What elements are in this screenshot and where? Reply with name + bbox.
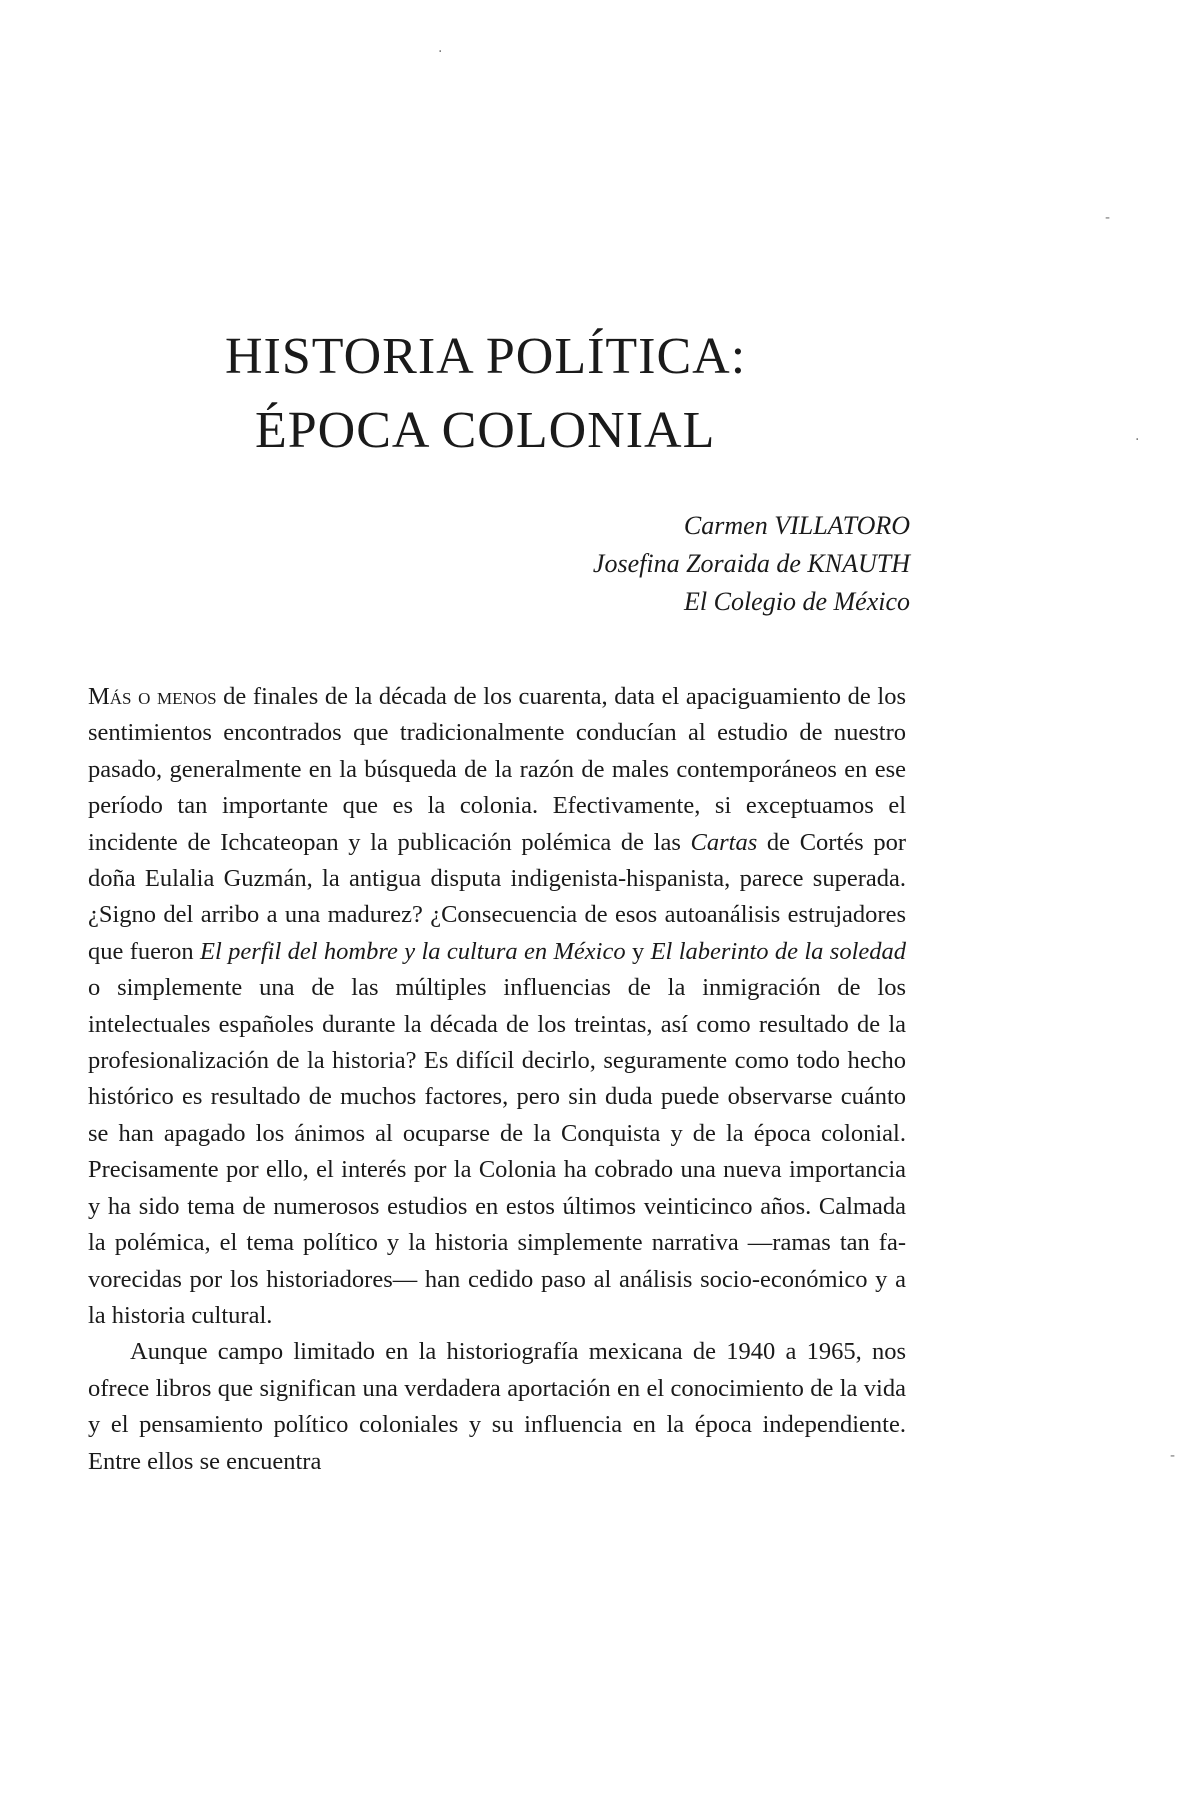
article-title: [215, 320, 855, 468]
scan-speck: -: [1105, 210, 1111, 226]
paragraph-text: y: [625, 937, 651, 965]
book-title-cartas: Cartas: [690, 828, 758, 856]
scan-speck: -: [1170, 1448, 1176, 1464]
author-2: Josefina Zoraida de KNAUTH: [592, 549, 910, 578]
paragraph-1: [88, 679, 906, 1334]
author-block: [470, 507, 910, 621]
book-title-laberinto: El laberinto de la soledad: [650, 937, 907, 965]
author-1: Carmen VILLATORO: [683, 511, 910, 540]
paragraph-lead: Más o menos: [88, 683, 217, 710]
article-body: [88, 679, 906, 1480]
title-line-2: ÉPOCA COLONIAL: [255, 402, 716, 459]
affiliation: El Colegio de México: [684, 587, 910, 616]
scan-speck: ·: [1135, 432, 1140, 448]
scan-speck: ·: [438, 44, 443, 60]
paragraph-2: Aunque campo limitado en la historiografía mexicana de 1940 a 1965, nos ofrece libros que significan una verdadera aportación en el conocimiento de la vida y el pensamiento político coloniales y su influencia en la época independiente. Entre ellos se encuentra: [88, 1338, 906, 1475]
paragraph-text: de finales de la década de los cuarenta, data el apaciguamiento de los sentimientos encontrados que tradicionalmente conducían al estudio de nuestro pasado, generalmente en la búsqueda de la razón de males contemporáneos en ese período tan importante que es la colonia. Efectivamente, si exceptuamos el incidente de Ichcateopan y la publicación polémica de las: [88, 683, 906, 856]
title-line-1: HISTORIA POLÍTICA:: [225, 328, 747, 385]
paragraph-text: de Cortés por doña Eulalia Guzmán, la antigua disputa indigenista-hispanista, parece superada. ¿Signo del arribo a una madurez? ¿Consecuencia de esos autoanálisis estrujadores que fueron: [88, 828, 906, 965]
book-title-perfil: El perfil del hombre y la cultura en México: [200, 937, 626, 965]
paragraph-text: o simplemente una de las múltiples influencias de la inmigración de los intelectuales españoles durante la década de los treintas, así como resultado de la profesionalización de la historia? Es difícil decirlo, seguramente como todo hecho histórico es resultado de muchos factores, pero sin duda puede observarse cuánto se han apagado los ánimos al ocuparse de la Conquista y de la época colonial. Precisamente por ello, el interés por la Colonia ha cobrado una nueva importancia y ha sido tema de numerosos estudios en estos últimos veinticinco años. Calmada la polémica, el tema político y la historia simplemente narrativa —ramas tan favorecidas por los historiadores— han cedido paso al análisis socio-económico y a la historia cultural.: [88, 974, 906, 1329]
